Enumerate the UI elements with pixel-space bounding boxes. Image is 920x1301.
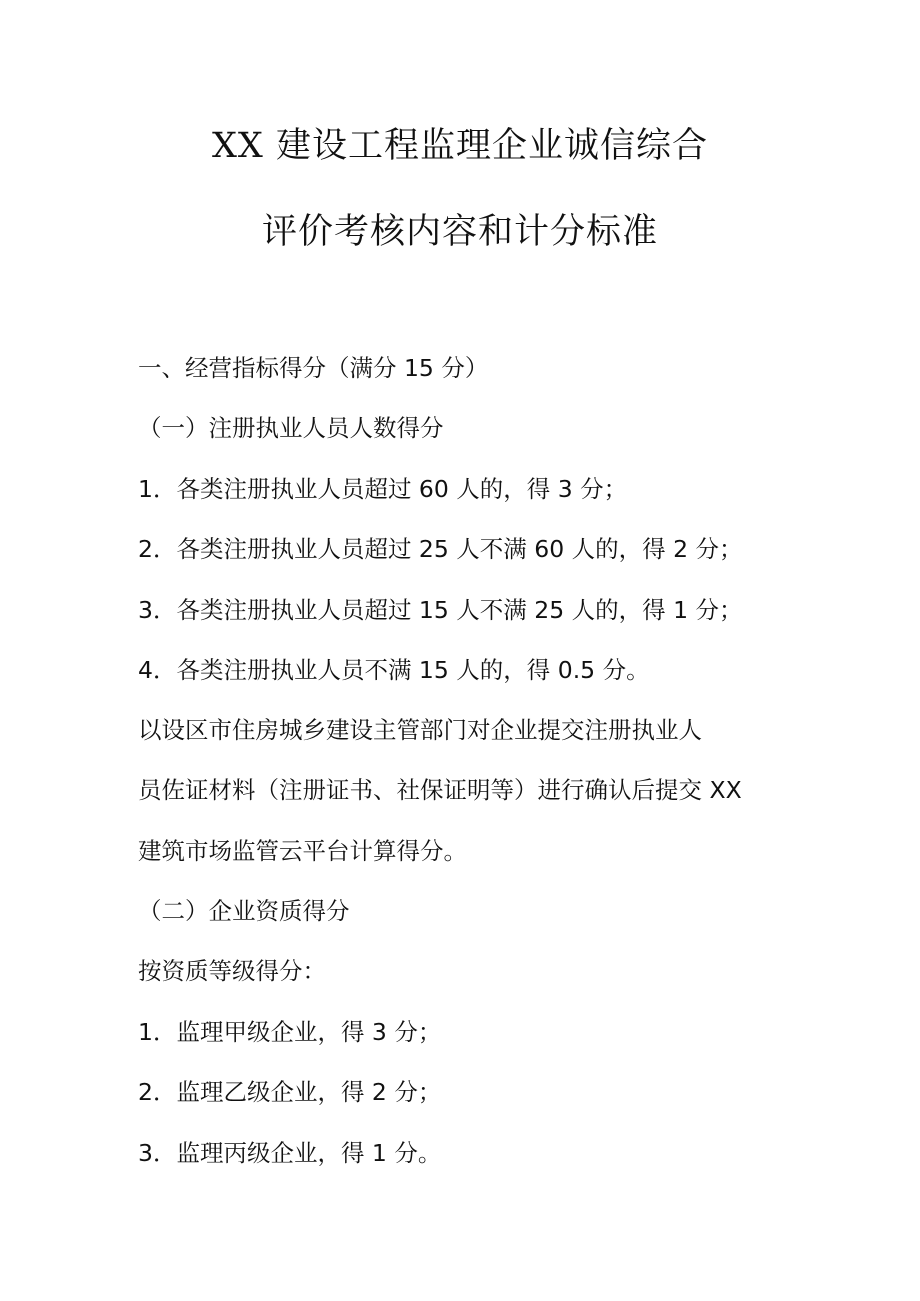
document-title-line-1: XX 建设工程监理企业诚信综合 bbox=[212, 126, 708, 166]
paragraph-line: 按资质等级得分： bbox=[138, 957, 326, 985]
subsection-heading-registered-personnel: （一）注册执业人员人数得分 bbox=[138, 414, 444, 442]
list-item: 1．监理甲级企业，得 3 分； bbox=[138, 1018, 442, 1046]
list-item: 3．监理丙级企业，得 1 分。 bbox=[138, 1139, 442, 1167]
subsection-heading-qualification: （二）企业资质得分 bbox=[138, 897, 350, 925]
list-item: 4．各类注册执业人员不满 15 人的，得 0.5 分。 bbox=[138, 656, 650, 684]
paragraph-line: 员佐证材料（注册证书、社保证明等）进行确认后提交 XX bbox=[138, 776, 742, 804]
document-title-line-2: 评价考核内容和计分标准 bbox=[261, 212, 658, 252]
list-item: 1．各类注册执业人员超过 60 人的，得 3 分； bbox=[138, 475, 628, 503]
list-item: 2．各类注册执业人员超过 25 人不满 60 人的，得 2 分； bbox=[138, 535, 743, 563]
paragraph-line: 建筑市场监管云平台计算得分。 bbox=[138, 837, 467, 865]
section-heading-operating-indicators: 一、经营指标得分（满分 15 分） bbox=[138, 354, 489, 382]
list-item: 3．各类注册执业人员超过 15 人不满 25 人的，得 1 分； bbox=[138, 596, 743, 624]
paragraph-line: 以设区市住房城乡建设主管部门对企业提交注册执业人 bbox=[138, 716, 702, 744]
list-item: 2．监理乙级企业，得 2 分； bbox=[138, 1078, 442, 1106]
